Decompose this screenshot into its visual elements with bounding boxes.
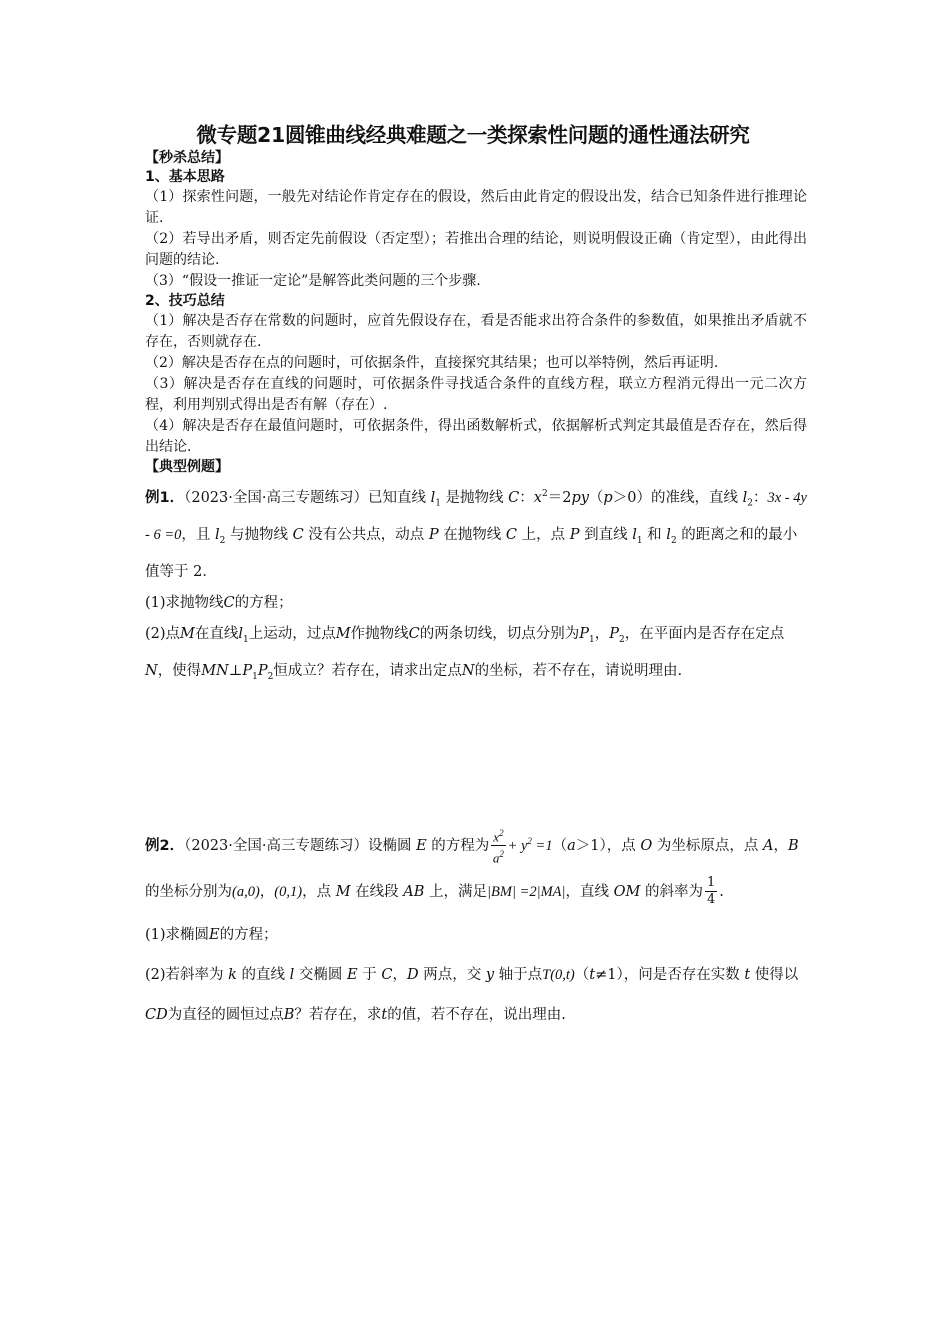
example-2-part1: (1)求椭圆E的方程；: [145, 926, 278, 943]
basic-idea-heading: 1、基本思路: [145, 169, 225, 185]
page-title: 微专题21圆锥曲线经典难题之一类探索性问题的通性通法研究: [196, 123, 750, 147]
example-1-label: 例1．: [145, 489, 185, 506]
example-1-part1: (1)求抛物线C的方程；: [145, 594, 293, 611]
example-2-part2: (2)若斜率为 k 的直线 l 交椭圆 E 于 C，D 两点，交 y 轴于点T(0,t)（t≠1），问是否存在实数 t 使得以CD为直径的圆恒过点B？若存在，求t的值，若不存在，说出理由.: [145, 966, 799, 1023]
ellipse-fraction: $\frac{x^2}{a^2}$: [491, 825, 505, 867]
technique-4: （4）解决是否存在最值问题时，可依据条件，得出函数解析式，依据解析式判定其最值是否存在，然后得出结论.: [145, 418, 807, 455]
example-1-stem: 例1．（2023·全国·高三专题练习）已知直线 $l_1$ 是抛物线 C：$x^2=2py(p>0)$的准线，直线 $l_2$：3x - 4y - 6 =0，且 $l_2$ 与抛物线 C 没有公共点，动点 P 在抛物线 C 上，点 P 到直线 $l_1$ 和 $l_2$ 的距离之和的最小值等于 2．: [145, 489, 807, 580]
basic-idea-1: （1）探索性问题，一般先对结论作肯定存在的假设，然后由此肯定的假设出发，结合已知条件进行推理论证.: [145, 189, 807, 226]
example-2-label: 例2．: [145, 837, 185, 854]
example-1-source: （2023·全国·高三专题练习）: [184, 489, 368, 506]
basic-idea-3: （3）“假设一推证一定论”是解答此类问题的三个步骤.: [145, 273, 481, 289]
example-1-part2: (2)点M在直线$l_1$上运动，过点M作抛物线C的两条切线，切点分别为$P_1$，$P_2$，在平面内是否存在定点N，使得$MN\perp P_1P_2$恒成立？若存在，请求出定点N的坐标，若不存在，请说明理由.: [145, 625, 785, 682]
technique-2: （2）解决是否存在点的问题时，可依据条件，直接探究其结果；也可以举特例，然后再证明.: [145, 355, 719, 371]
summary-heading: 【秒杀总结】: [145, 150, 229, 166]
technique-3: （3）解决是否存在直线的问题时，可依据条件寻找适合条件的直线方程，联立方程消元得出一元二次方程，利用判别式得出是否有解（存在）.: [145, 376, 807, 413]
document-page: [145, 118, 807, 1023]
example-2-source: （2023·全国·高三专题练习）: [184, 837, 368, 854]
technique-heading: 2、技巧总结: [145, 293, 225, 309]
example-1: [145, 479, 807, 692]
example-2-stem: 例2．（2023·全国·高三专题练习）设椭圆 E 的方程为 $\frac{x^2}{a^2}$ + $y^2 =1(a>1)$，点 O 为坐标原点，点 A，B 的坐标分别为(a,0)，(0,1)，点 M 在线段 AB 上，满足|BM| =2|MA|，直线 OM 的斜率为 $\frac{1}{4}$ .: [145, 818, 807, 915]
examples-heading: 【典型例题】: [145, 459, 229, 475]
slope-fraction: $\frac{1}{4}$: [706, 875, 716, 908]
basic-idea-2: （2）若导出矛盾，则否定先前假设（否定型）；若推出合理的结论，则说明假设正确（肯定型），由此得出问题的结论.: [145, 231, 807, 268]
example-2: [145, 818, 807, 1035]
technique-1: （1）解决是否存在常数的问题时，应首先假设存在，看是否能求出符合条件的参数值，如果推出矛盾就不存在，否则就存在.: [145, 313, 807, 350]
